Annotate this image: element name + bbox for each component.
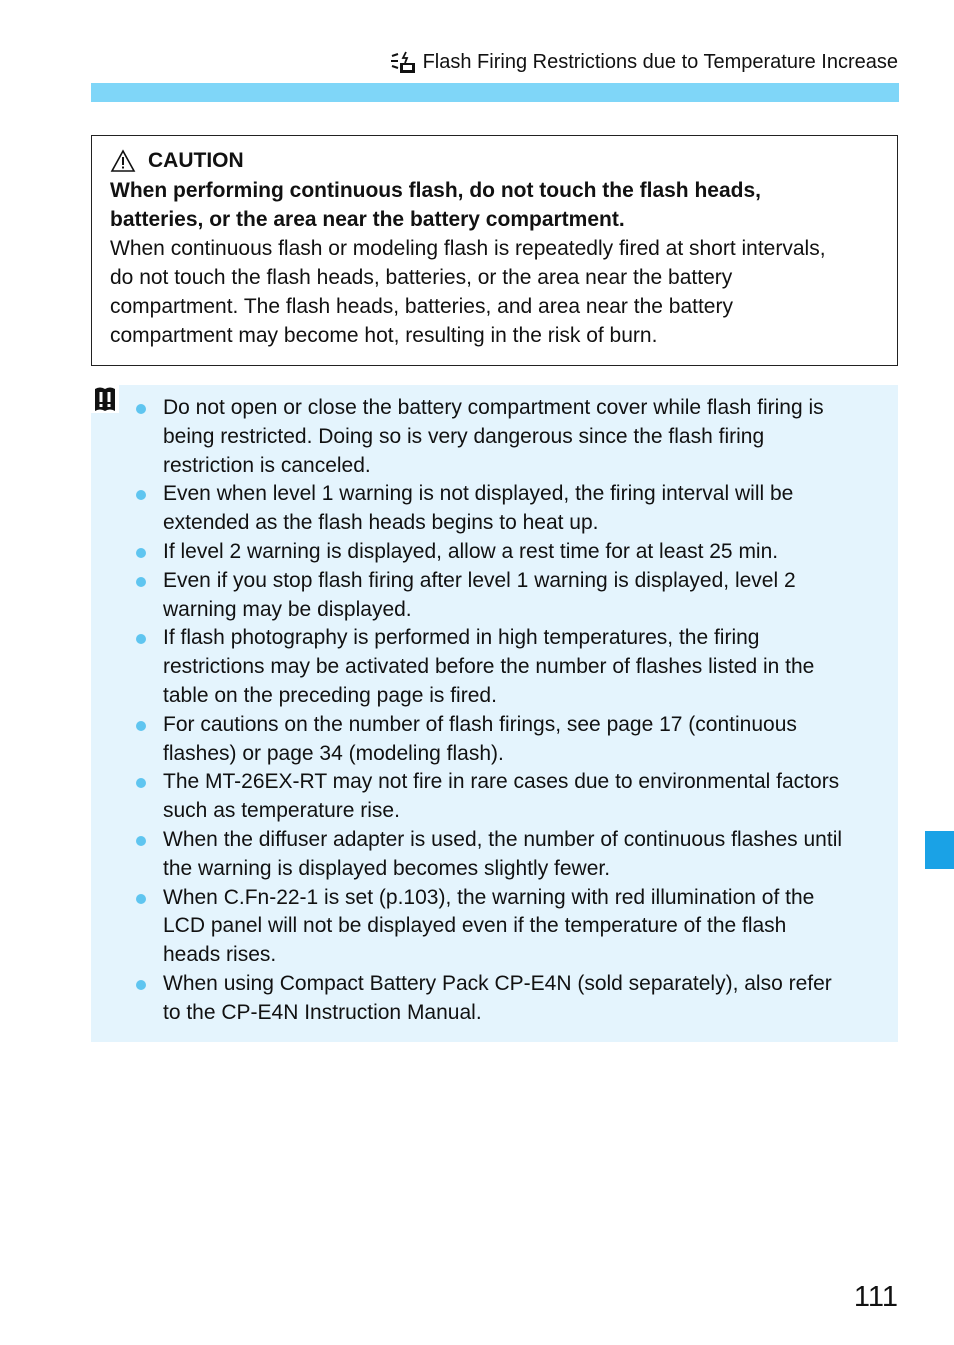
note-line: Do not open or close the battery compartment cover while flash firing is [163, 396, 824, 419]
caution-heading [110, 176, 879, 234]
caution-body-line: compartment may become hot, resulting in the risk of burn. [110, 324, 658, 347]
note-item [136, 711, 886, 769]
note-line: restrictions may be activated before the number of flashes listed in the [163, 655, 815, 679]
note-line: restriction is canceled. [163, 453, 371, 477]
page-number: 111 [853, 1281, 898, 1313]
page-header [389, 49, 898, 75]
caution-body [110, 234, 879, 350]
note-line: extended as the flash heads begins to heat up. [163, 511, 599, 535]
note-item [136, 884, 886, 970]
warning-triangle-icon [110, 149, 136, 173]
chapter-tab [925, 831, 954, 869]
note-line: If flash photography is performed in high temperatures, the firing [163, 626, 760, 650]
note-item [136, 538, 886, 567]
note-item [136, 624, 886, 710]
note-line: Even when level 1 warning is not displayed, the firing interval will be [163, 482, 794, 506]
note-line: When using Compact Battery Pack CP-E4N (sold separately), also refer [163, 971, 832, 995]
bullet-icon [136, 836, 146, 846]
note-item [136, 567, 886, 625]
caution-box [91, 135, 898, 366]
bullet-icon [136, 778, 146, 788]
bullet-icon [136, 548, 146, 558]
note-item [136, 826, 886, 884]
note-item [136, 480, 886, 538]
caution-title [110, 147, 879, 175]
note-item [136, 768, 886, 826]
note-line: such as temperature rise. [163, 799, 400, 823]
bullet-icon [136, 634, 146, 644]
bullet-icon [136, 404, 146, 414]
bullet-icon [136, 721, 146, 731]
header-title: Flash Firing Restrictions due to Temperature Increase [422, 50, 898, 73]
notes-box [91, 385, 898, 1042]
note-line: warning may be displayed. [163, 597, 412, 621]
caution-heading-line: When performing continuous flash, do not touch the flash heads, [110, 179, 761, 202]
note-line: the warning is displayed becomes slightly fewer. [163, 856, 611, 880]
note-line: heads rises. [163, 943, 277, 967]
note-line: being restricted. Doing so is very dangerous since the flash firing [163, 424, 765, 448]
note-line: When C.Fn-22-1 is set (p.103), the warning with red illumination of the [163, 885, 815, 909]
note-item [136, 394, 886, 480]
bullet-icon [136, 980, 146, 990]
caution-body-line: do not touch the flash heads, batteries, or the area near the battery [110, 266, 733, 289]
caution-body-line: compartment. The flash heads, batteries, and area near the battery [110, 295, 733, 318]
caution-label: CAUTION [148, 149, 244, 172]
note-line: If level 2 warning is displayed, allow a rest time for at least 25 min. [163, 539, 779, 563]
bullet-icon [136, 894, 146, 904]
caution-body-line: When continuous flash or modeling flash is repeatedly fired at short intervals, [110, 237, 826, 260]
note-line: When the diffuser adapter is used, the number of continuous flashes until [163, 827, 843, 851]
note-line: table on the preceding page is fired. [163, 683, 497, 707]
caution-notes-icon [91, 385, 119, 413]
note-line: flashes) or page 34 (modeling flash). [163, 741, 504, 765]
note-line: For cautions on the number of flash firings, see page 17 (continuous [163, 712, 797, 736]
bullet-icon [136, 577, 146, 587]
note-line: to the CP-E4N Instruction Manual. [163, 1000, 482, 1024]
flash-heat-icon [389, 50, 417, 74]
note-line: LCD panel will not be displayed even if the temperature of the flash [163, 914, 787, 938]
note-item [136, 970, 886, 1028]
notes-list [136, 394, 886, 1028]
note-line: Even if you stop flash firing after level 1 warning is displayed, level 2 [163, 568, 796, 592]
note-line: The MT-26EX-RT may not fire in rare cases due to environmental factors [163, 770, 840, 794]
header-bar [91, 83, 899, 102]
caution-heading-line: batteries, or the area near the battery compartment. [110, 208, 625, 231]
bullet-icon [136, 490, 146, 500]
